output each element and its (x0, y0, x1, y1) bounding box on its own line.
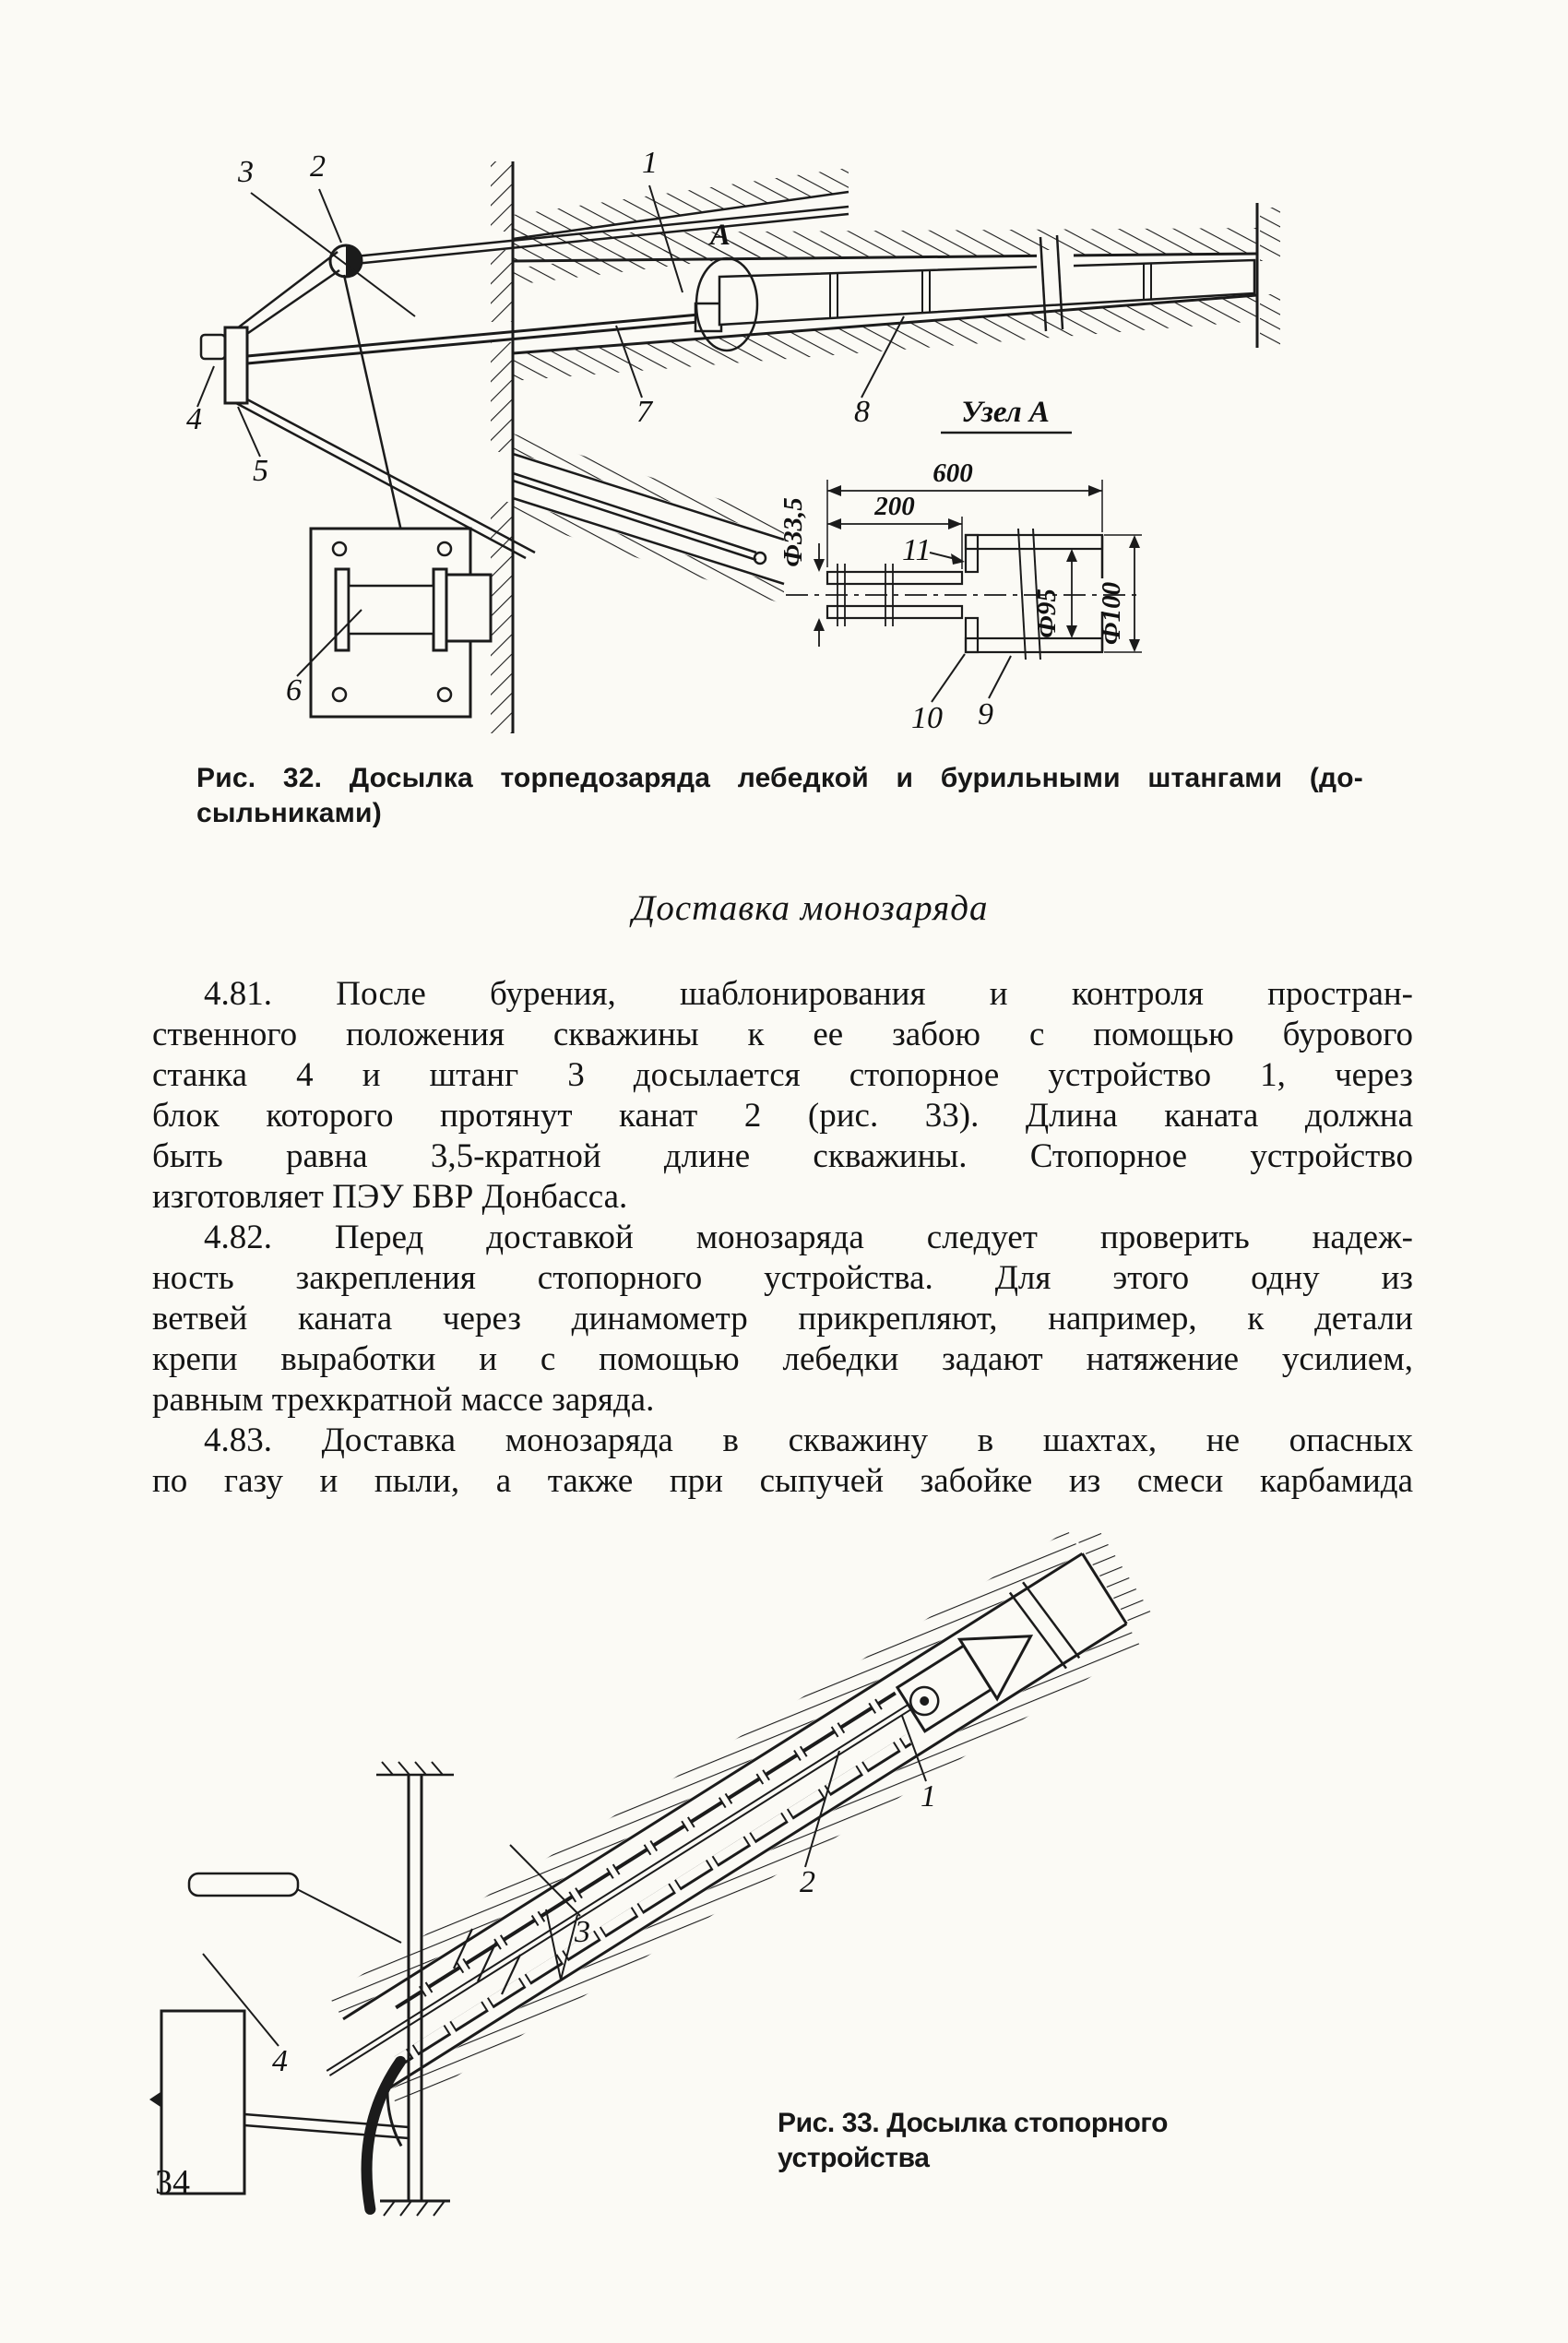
text-line: изготовляет ПЭУ БВР Донбасса. (152, 1178, 628, 1216)
callout-4: 4 (272, 2044, 288, 2078)
detail-title: Узел А (961, 396, 1050, 429)
figure-32-caption (196, 761, 1363, 831)
callout-3: 3 (575, 1915, 590, 1949)
dim-f335: Ф33,5 (778, 497, 808, 567)
text-line: ственного положения скважины к ее забою с помощью бурового (152, 1016, 1413, 1053)
text-line: станка 4 и штанг 3 досылается стопорное устройство 1, через (152, 1056, 1413, 1094)
dim-f100: Ф100 (1097, 581, 1126, 646)
section-heading: Доставка монозаряда (632, 888, 989, 928)
text-line: крепи выработки и с помощью лебедки задают натяжение усилием, (152, 1340, 1413, 1378)
callout-4: 4 (186, 402, 202, 436)
support-post (376, 1762, 454, 2216)
callout-8: 8 (854, 395, 870, 429)
callout-6: 6 (286, 673, 302, 708)
page-number: 34 (155, 2163, 190, 2202)
detail-view-drawing (778, 458, 1142, 735)
callout-1: 1 (642, 146, 658, 180)
dim-f95: Ф95 (1032, 589, 1062, 638)
text-line: блок которого протянут канат 2 (рис. 33). Длина каната должна (152, 1097, 1413, 1135)
text-line: 4.82. Перед доставкой монозаряда следует проверить надеж- (204, 1219, 1413, 1256)
main-borehole (247, 203, 1280, 381)
callout-9: 9 (978, 697, 993, 731)
figure-32-drawing (129, 97, 1476, 743)
text-line: 4.81. После бурения, шаблонирования и контроля простран- (204, 975, 1413, 1013)
callout-2: 2 (800, 1865, 815, 1899)
callout-7: 7 (636, 395, 652, 429)
text-line: ветвей каната через динамометр прикрепляют, например, к детали (152, 1300, 1413, 1338)
callout-10: 10 (911, 701, 943, 735)
pulley-and-anchor (201, 245, 535, 577)
body-text (152, 974, 1413, 1502)
dim-200: 200 (874, 492, 915, 521)
dim-600: 600 (932, 458, 973, 488)
text-line: по газу и пыли, а также при сыпучей забойке из смеси карбамида (152, 1462, 1413, 1500)
lower-borehole (513, 434, 784, 604)
callout-1: 1 (921, 1779, 936, 1814)
callout-5: 5 (253, 454, 268, 488)
text-line: 4.83. Доставка монозаряда в скважину в шахтах, не опасных (204, 1421, 1413, 1459)
detail-view-title (941, 396, 1072, 433)
figure-32-caption-line1: Рис. 32. Досылка торпедозаряда лебедкой и бурильными штангами (до- (196, 763, 1363, 793)
callout-11: 11 (902, 533, 932, 567)
callout-3: 3 (238, 155, 254, 189)
detail-circle-letter: A (710, 219, 731, 252)
text-line: равным трехкратной массе заряда. (152, 1381, 655, 1419)
figure-33-caption: Рис. 33. Досылка стопорного устройства (778, 2108, 1169, 2173)
upper-borehole (346, 168, 849, 285)
text-line: быть равна 3,5-кратной длине скважины. Стопорное устройство (152, 1137, 1413, 1175)
text-line: ность закрепления стопорного устройства. Для этого одну из (152, 1259, 1413, 1297)
callout-2: 2 (310, 149, 326, 184)
winch (311, 529, 491, 717)
figure-32-caption-line2: сыльниками) (196, 798, 382, 828)
